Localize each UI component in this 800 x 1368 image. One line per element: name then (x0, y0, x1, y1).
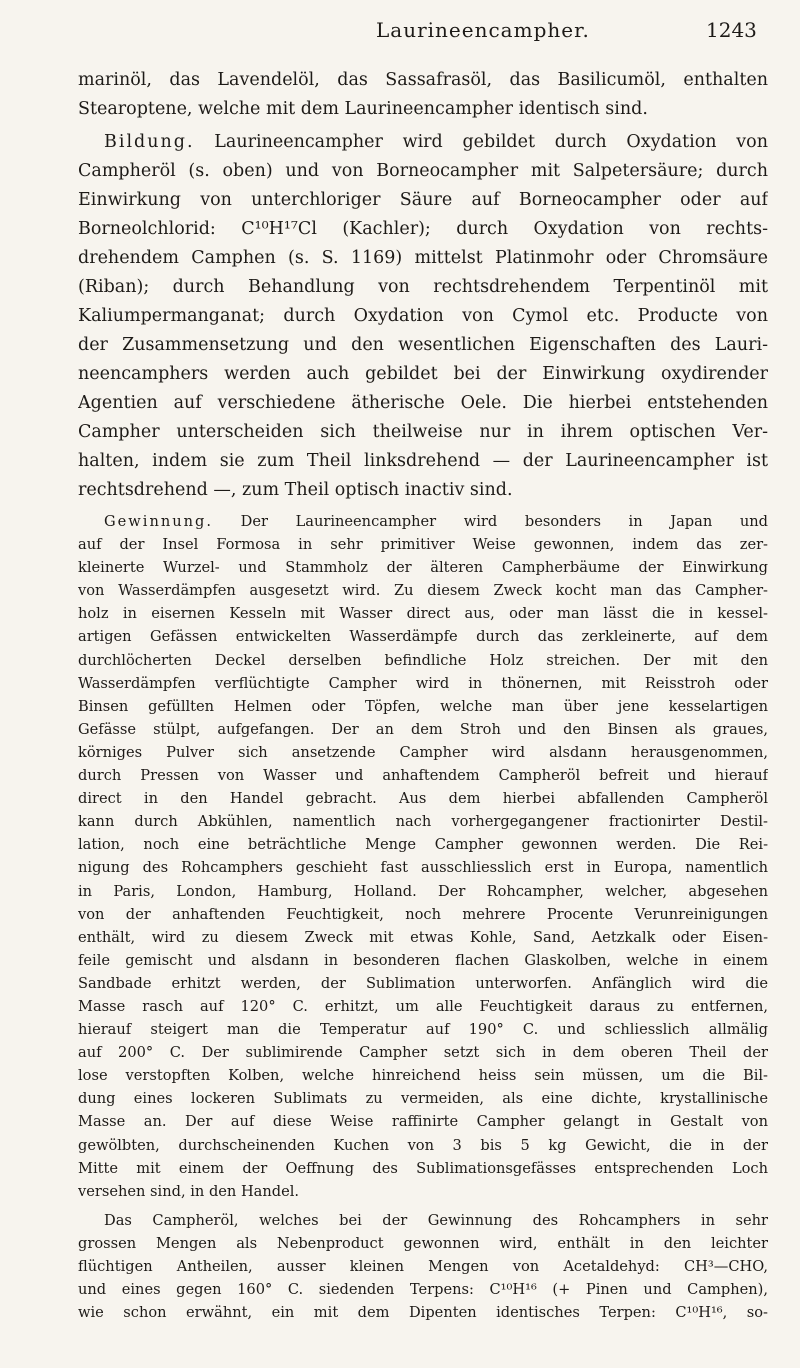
text-line: wie schon erwähnt, ein mit dem Dipenten identisches Terpen: C¹⁰H¹⁶, so- (78, 1304, 768, 1322)
text-line: feile gemischt und alsdann in besonderen flachen Glaskolben, welche in einem (78, 951, 768, 969)
text-line: Mitte mit einem der Oeffnung des Sublimationsgefässes entsprechenden Loch (78, 1159, 768, 1177)
text-line: Das Campheröl, welches bei der Gewinnung des Rohcamphers in sehr (104, 1212, 768, 1229)
text-run: Der Laurineencampher wird besonders in Japan und (213, 513, 768, 530)
text-line: gewölbten, durchscheinenden Kuchen von 3 bis 5 kg Gewicht, die in der (78, 1136, 768, 1154)
text-line (78, 128, 768, 157)
text-line: Gefässe stülpt, aufgefangen. Der an dem Stroh und den Binsen als graues, (78, 720, 768, 738)
intro-paragraph (78, 66, 768, 124)
text-line: körniges Pulver sich ansetzende Campher wird alsdann herausgenommen, (78, 743, 768, 761)
text-line: Wasserdämpfen verflüchtigte Campher wird in thönernen, mit Reisstroh oder (78, 674, 768, 692)
text-run: Laurineencampher wird gebildet durch Oxydation von (194, 132, 768, 152)
text-line: Masse an. Der auf diese Weise raffinirte Campher gelangt in Gestalt von (78, 1113, 768, 1131)
text-line: Binsen gefüllten Helmen oder Töpfen, welche man über jene kesselartigen (78, 697, 768, 715)
text-line: der Zusammensetzung und den wesentlichen Eigenschaften des Lauri- (78, 335, 768, 355)
text-line: marinöl, das Lavendelöl, das Sassafrasöl, das Basilicumöl, enthalten (78, 70, 768, 90)
text-line: durchlöcherten Deckel derselben befindliche Holz streichen. Der mit den (78, 651, 768, 669)
text-line: auf der Insel Formosa in sehr primitiver Weise gewonnen, indem das zer- (78, 536, 768, 554)
text-line: Campher unterscheiden sich theilweise nur in ihrem optischen Ver- (78, 422, 768, 442)
text-line: kleinerte Wurzel- und Stammholz der älteren Campherbäume der Einwirkung (78, 559, 768, 577)
text-line: Kaliumpermanganat; durch Oxydation von Cymol etc. Producte von (78, 306, 768, 326)
text-line: (Riban); durch Behandlung von rechtsdrehendem Terpentinöl mit (78, 277, 768, 297)
text-line: lation, noch eine beträchtliche Menge Campher gewonnen werden. Die Rei- (78, 836, 768, 854)
text-line: grossen Mengen als Nebenproduct gewonnen wird, enthält in den leichter (78, 1235, 768, 1253)
text-line: kann durch Abkühlen, namentlich nach vorhergegangener fractionirter Destil- (78, 813, 768, 831)
campheroel-paragraph (78, 1209, 768, 1324)
text-line: neencamphers werden auch gebildet bei der Einwirkung oxydirender (78, 364, 768, 384)
running-title: Laurineencampher. (376, 18, 590, 42)
section-heading-bildung: Bildung. (104, 132, 195, 152)
text-line: enthält, wird zu diesem Zweck mit etwas Kohle, Sand, Aetzkalk oder Eisen- (78, 928, 768, 946)
text-line: auf 200° C. Der sublimirende Campher setzt sich in dem oberen Theil der (78, 1044, 768, 1062)
text-line: Campheröl (s. oben) und von Borneocampher mit Salpetersäure; durch (78, 161, 768, 181)
text-line: hierauf steigert man die Temperatur auf 190° C. und schliesslich allmälig (78, 1021, 768, 1039)
section-heading-gewinnung: Gewinnung. (104, 513, 214, 530)
text-line: holz in eisernen Kesseln mit Wasser direct aus, oder man lässt die in kessel- (78, 605, 768, 623)
text-line: und eines gegen 160° C. siedenden Terpens: C¹⁰H¹⁶ (+ Pinen und Camphen), (78, 1281, 768, 1299)
gewinnung-paragraph (78, 510, 768, 1203)
text-line: von Wasserdämpfen ausgesetzt wird. Zu diesem Zweck kocht man das Campher- (78, 582, 768, 600)
page-header (0, 18, 800, 48)
text-line: lose verstopften Kolben, welche hinreichend heiss sein müssen, um die Bil- (78, 1067, 768, 1085)
text-line: halten, indem sie zum Theil linksdrehend — der Laurineencampher ist (78, 451, 768, 471)
text-line: in Paris, London, Hamburg, Holland. Der Rohcampher, welcher, abgesehen (78, 882, 768, 900)
text-line: artigen Gefässen entwickelten Wasserdämpfe durch das zerkleinerte, auf dem (78, 628, 768, 646)
text-line: Sandbade erhitzt werden, der Sublimation unterworfen. Anfänglich wird die (78, 974, 768, 992)
text-line: Einwirkung von unterchloriger Säure auf Borneocampher oder auf (78, 190, 768, 210)
text-line: Masse rasch auf 120° C. erhitzt, um alle Feuchtigkeit daraus zu entfernen, (78, 997, 768, 1015)
text-line: von der anhaftenden Feuchtigkeit, noch mehrere Procente Verunreinigungen (78, 905, 768, 923)
text-line: nigung des Rohcamphers geschieht fast ausschliesslich erst in Europa, namentlich (78, 859, 768, 877)
text-line: rechtsdrehend —, zum Theil optisch inactiv sind. (78, 480, 513, 500)
bildung-paragraph (78, 128, 768, 505)
text-line: versehen sind, in den Handel. (78, 1182, 300, 1200)
text-line (78, 510, 768, 533)
text-line: Stearoptene, welche mit dem Laurineencampher identisch sind. (78, 99, 648, 119)
text-line: direct in den Handel gebracht. Aus dem hierbei abfallenden Campheröl (78, 790, 768, 808)
text-line: dung eines lockeren Sublimats zu vermeiden, als eine dichte, krystallinische (78, 1090, 768, 1108)
text-line: flüchtigen Antheilen, ausser kleinen Mengen von Acetaldehyd: CH³—CHO, (78, 1258, 768, 1276)
page-number: 1243 (706, 18, 757, 42)
text-line: durch Pressen von Wasser und anhaftendem Campheröl befreit und hierauf (78, 767, 768, 785)
text-line: Borneolchlorid: C¹⁰H¹⁷Cl (Kachler); durch Oxydation von rechts- (78, 219, 768, 239)
text-line: Agentien auf verschiedene ätherische Oele. Die hierbei entstehenden (78, 393, 768, 413)
text-line: drehendem Camphen (s. S. 1169) mittelst Platinmohr oder Chromsäure (78, 248, 768, 268)
